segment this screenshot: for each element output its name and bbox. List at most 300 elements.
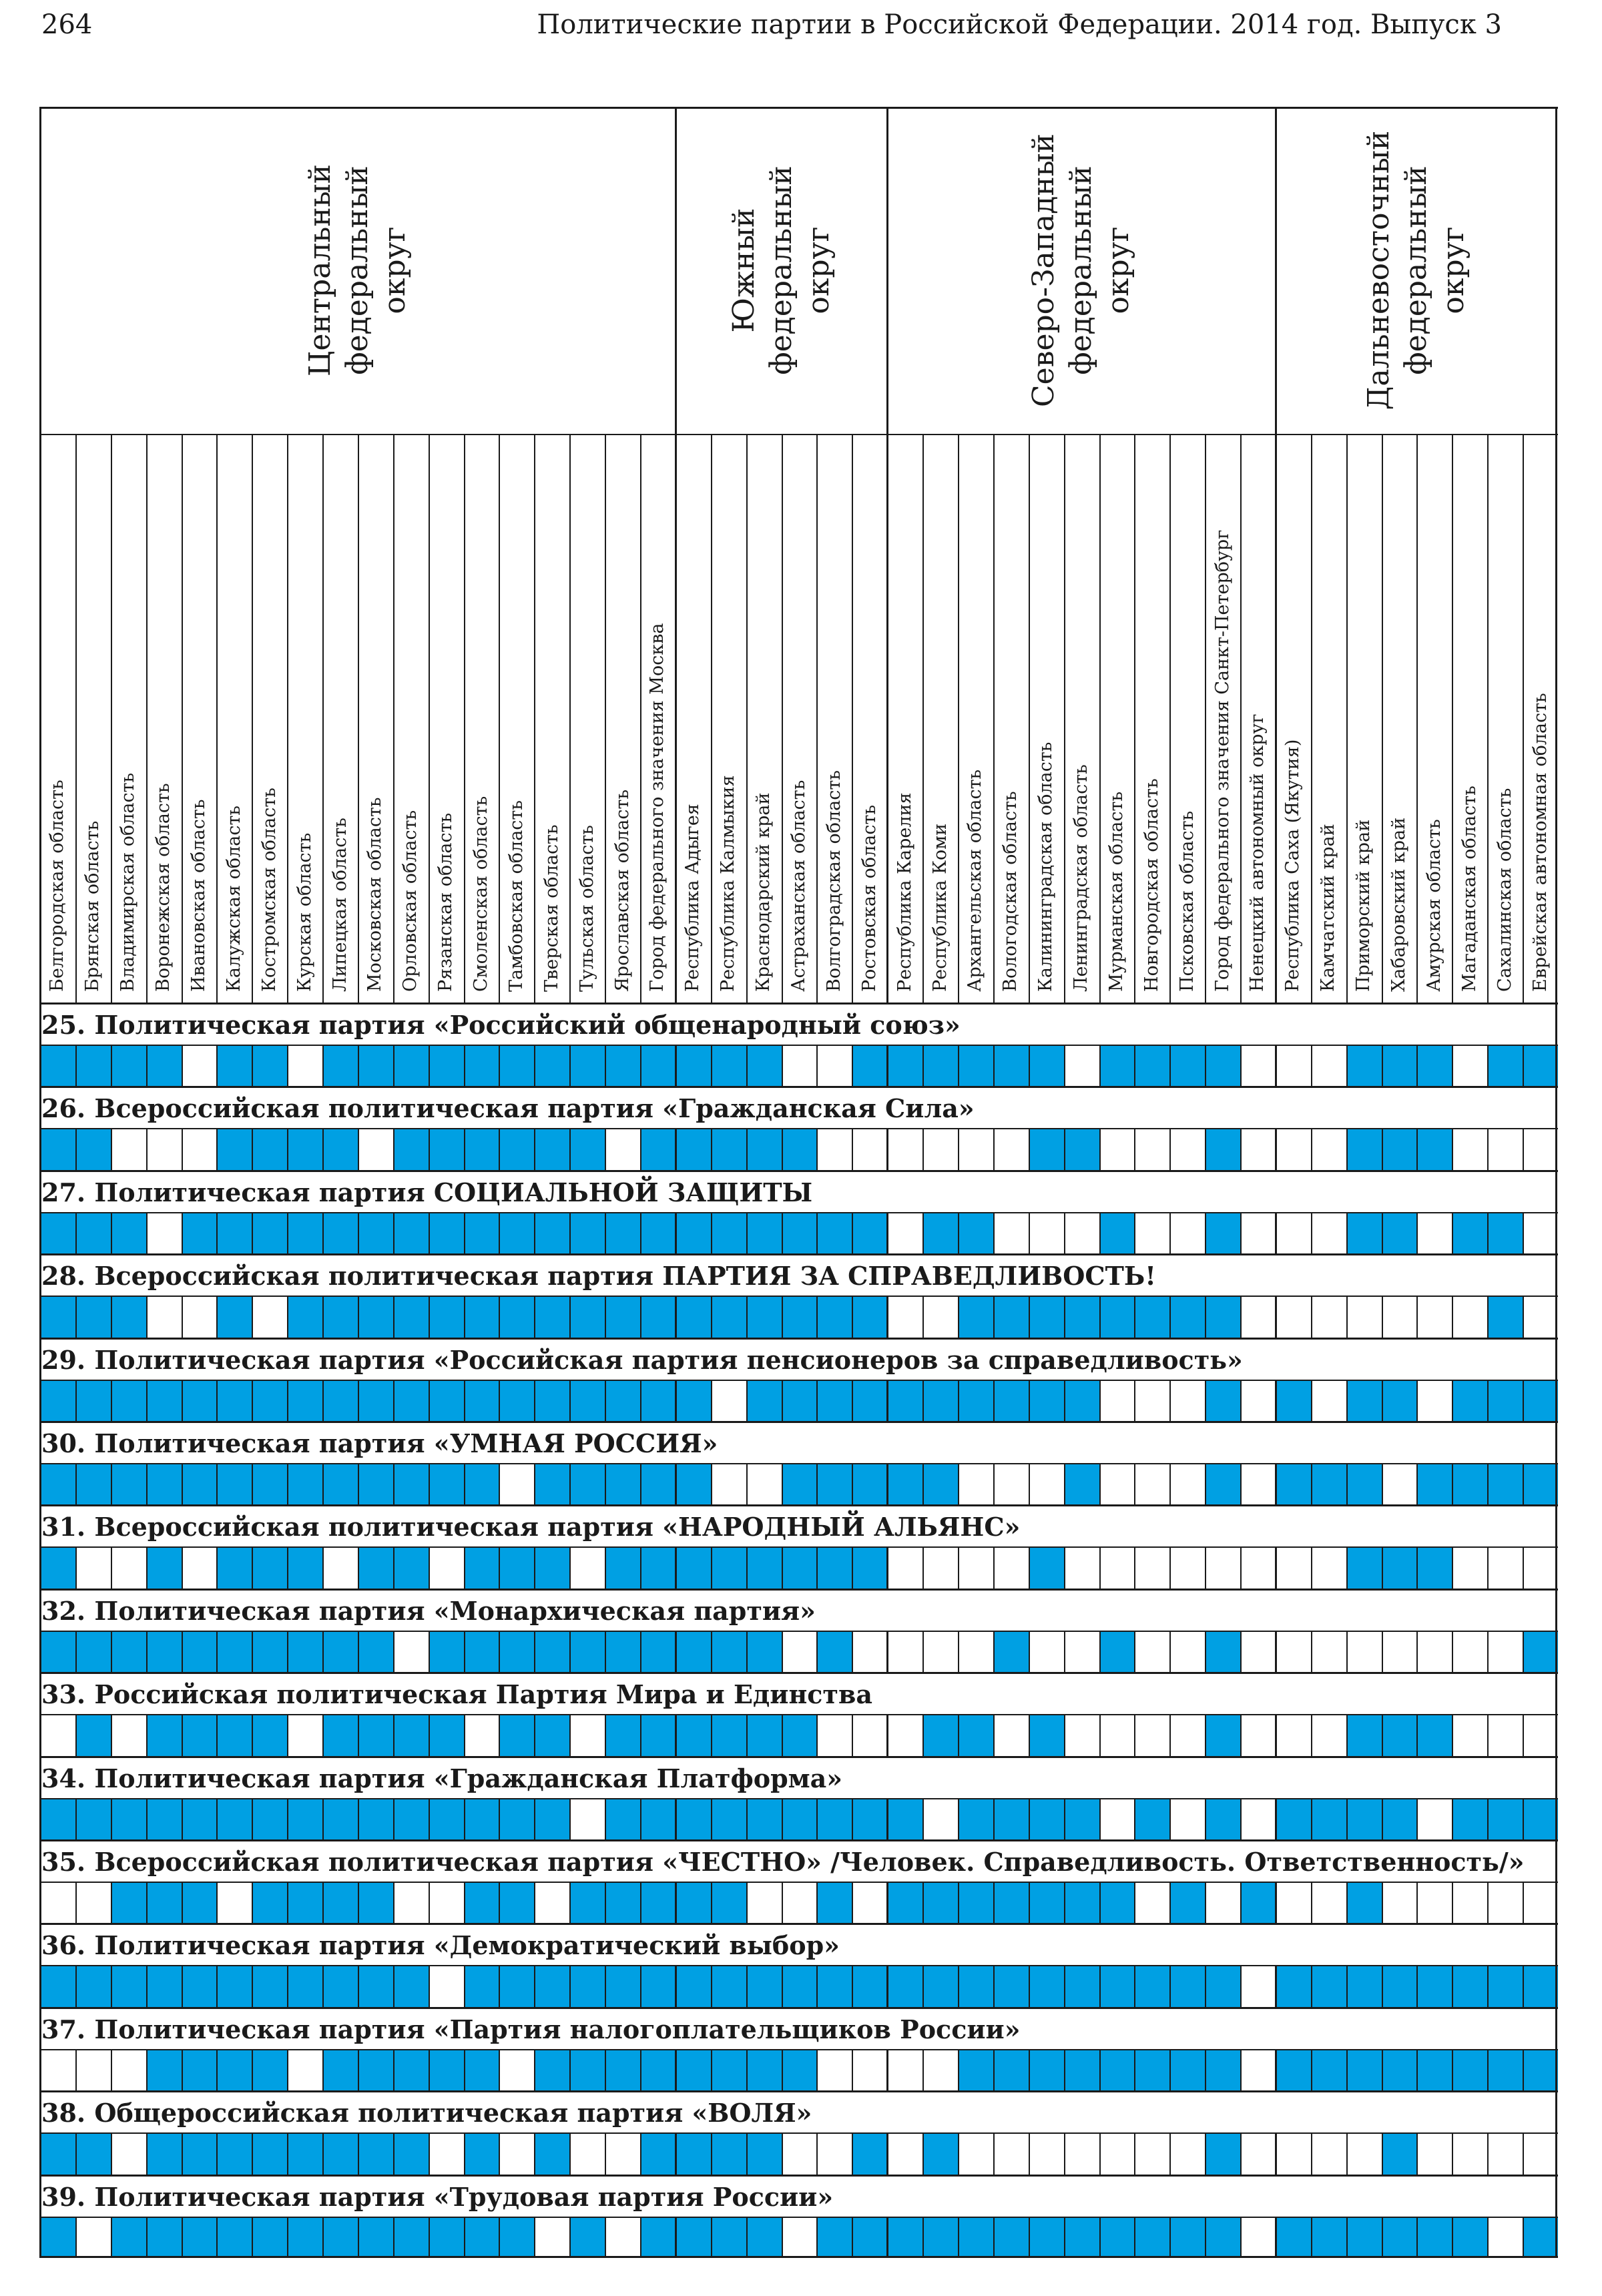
region-column-line [816,1380,818,1421]
region-column-line [1029,1631,1030,1672]
region-column-line [640,1631,641,1672]
region-column-line [1346,434,1348,1002]
region-column-line [75,2049,77,2090]
filled-cell [75,2132,111,2174]
region-column-line [499,1296,500,1337]
district-column-line [886,1631,888,1672]
region-column-line [1205,2049,1206,2090]
district-column-line [675,107,677,434]
filled-cell [1169,2217,1205,2258]
filled-cell [1346,1380,1382,1421]
cell-row-top-line [40,1798,1558,1799]
region-column-line [1382,1798,1383,1839]
filled-cell [287,1128,322,1169]
region-column-line [111,1128,112,1169]
filled-cell [1311,2217,1346,2258]
region-column-line [499,1714,500,1755]
region-column-line [358,1463,359,1504]
region-column-line [1382,1380,1383,1421]
region-column-line [182,1463,183,1504]
region-column-line [852,1463,853,1504]
region-column-line [1134,2132,1135,2174]
filled-cell [322,1714,358,1755]
filled-cell [958,1380,993,1421]
filled-cell [287,2132,322,2174]
region-column-line [958,1296,959,1337]
filled-cell [640,1882,676,1923]
region-column-line [1311,1380,1312,1421]
region-label: Липецкая область [329,818,350,992]
region-column-line [782,1798,783,1839]
region-column-line [216,1714,218,1755]
region-column-line [569,1798,571,1839]
filled-cell [534,1714,569,1755]
filled-cell [358,2217,393,2258]
filled-cell [782,1965,817,2006]
filled-cell [393,2132,429,2174]
filled-cell [711,2132,746,2174]
filled-cell [287,1882,322,1923]
region-column-line [216,1380,218,1421]
region-column-line [182,1714,183,1755]
filled-cell [216,2217,252,2258]
region-column-line [711,2049,712,2090]
filled-cell [746,1965,782,2006]
district-column-line [675,1128,677,1169]
filled-cell [746,1380,782,1421]
filled-cell [322,1882,358,1923]
filled-cell [569,1212,605,1253]
region-column-line [322,1882,324,1923]
filled-cell [1064,1296,1099,1337]
region-column-line [1064,1631,1065,1672]
filled-cell [358,1965,393,2006]
district-column-line [675,1045,677,1086]
region-column-line [1099,1463,1101,1504]
region-column-line [640,1798,641,1839]
region-column-line [852,2132,853,2174]
filled-cell [1099,1296,1135,1337]
region-column-line [782,1463,783,1504]
filled-cell [569,1296,605,1337]
filled-cell [1099,1045,1135,1086]
region-column-line [393,1798,394,1839]
region-column-line [1452,1463,1453,1504]
region-column-line [1029,1380,1030,1421]
region-column-line [322,2132,324,2174]
region-column-line [252,1212,253,1253]
region-column-line [1523,1463,1524,1504]
region-column-line [1382,1631,1383,1672]
filled-cell [711,1128,746,1169]
region-column-line [1487,1212,1489,1253]
filled-cell [429,2217,464,2258]
region-column-line [111,2217,112,2258]
region-column-line [1134,1631,1135,1672]
filled-cell [216,1714,252,1755]
region-column-line [464,434,465,1002]
filled-cell [287,1798,322,1839]
region-column-line [1346,1128,1348,1169]
filled-cell [1452,2217,1487,2258]
row-separator-line [40,2175,1558,2177]
region-column-line [146,1882,148,1923]
region-column-line [1311,434,1312,1002]
region-column-line [429,1546,430,1588]
filled-cell [922,1463,958,1504]
region-column-line [746,1631,748,1672]
region-column-line [922,2049,924,2090]
filled-cell [40,2132,75,2174]
region-column-line [429,1128,430,1169]
filled-cell [182,1212,217,1253]
region-column-line [816,1463,818,1504]
region-column-line [429,1714,430,1755]
region-column-line [1205,1045,1206,1086]
region-column-line [569,434,571,1002]
filled-cell [216,1798,252,1839]
region-column-line [993,1965,995,2006]
filled-cell [322,1380,358,1421]
filled-cell [216,2049,252,2090]
filled-cell [676,1631,711,1672]
filled-cell [1029,2217,1064,2258]
region-column-line [993,1463,995,1504]
region-column-line [1169,1882,1171,1923]
region-column-line [1134,1882,1135,1923]
region-column-line [640,1882,641,1923]
region-label: Калининградская область [1035,742,1057,992]
region-column-line [287,2049,288,2090]
region-column-line [393,1714,394,1755]
region-column-line [1169,1965,1171,2006]
filled-cell [640,1714,676,1755]
region-label: Ярославская область [611,789,633,992]
filled-cell [75,1296,111,1337]
filled-cell [534,1045,569,1086]
filled-cell [1346,1882,1382,1923]
region-column-line [1382,1714,1383,1755]
filled-cell [464,1631,499,1672]
region-column-line [252,2049,253,2090]
filled-cell [605,1546,640,1588]
filled-cell [993,1882,1029,1923]
region-column-line [182,2049,183,2090]
filled-cell [358,1882,393,1923]
region-column-line [1169,434,1171,1002]
filled-cell [252,1798,287,1839]
region-column-line [252,1882,253,1923]
filled-cell [216,1546,252,1588]
filled-cell [146,1045,182,1086]
filled-cell [75,1128,111,1169]
filled-cell [1029,1045,1064,1086]
region-column-line [1240,1296,1242,1337]
filled-cell [1346,1212,1382,1253]
region-column-line [534,1045,535,1086]
district-column-line [886,1296,888,1337]
region-column-line [216,1882,218,1923]
region-column-line [1064,1380,1065,1421]
filled-cell [1029,2049,1064,2090]
filled-cell [216,2132,252,2174]
region-column-line [1487,1631,1489,1672]
region-column-line [1487,1714,1489,1755]
region-column-line [958,1631,959,1672]
region-column-line [252,1128,253,1169]
region-column-line [1382,1296,1383,1337]
region-column-line [1205,1546,1206,1588]
filled-cell [146,1714,182,1755]
region-column-line [1416,1882,1418,1923]
region-column-line [75,1546,77,1588]
filled-cell [252,1714,287,1755]
region-column-line [182,1128,183,1169]
filled-cell [393,1380,429,1421]
region-column-line [1134,1296,1135,1337]
region-column-line [393,434,394,1002]
filled-cell [182,1380,217,1421]
district-column-line [1275,1128,1277,1169]
filled-cell [1134,1798,1169,1839]
party-title: 38. Общероссийская политическая партия «ВОЛЯ» [41,2098,812,2128]
district-column-line [1555,107,1557,2258]
filled-cell [1452,1965,1487,2006]
filled-cell [464,1380,499,1421]
district-label-line: Дальневосточный [1362,130,1396,410]
region-column-line [182,1546,183,1588]
region-column-line [746,2132,748,2174]
region-column-line [393,1965,394,2006]
region-column-line [358,1965,359,2006]
region-column-line [605,434,606,1002]
region-column-line [1240,434,1242,1002]
region-column-line [993,2217,995,2258]
filled-cell [816,1380,852,1421]
filled-cell [464,1045,499,1086]
cell-row-top-line [40,1212,1558,1213]
region-column-line [782,2217,783,2258]
filled-cell [816,1965,852,2006]
filled-cell [711,1212,746,1253]
region-column-line [75,1798,77,1839]
region-column-line [569,1212,571,1253]
filled-cell [958,1798,993,1839]
region-column-line [464,2132,465,2174]
region-label: Курская область [294,832,315,992]
filled-cell [1099,1631,1135,1672]
region-column-line [499,1546,500,1588]
region-column-line [1346,1714,1348,1755]
district-column-line [886,1965,888,2006]
filled-cell [958,1965,993,2006]
region-column-line [1029,2217,1030,2258]
district-label-line: федеральный [340,166,374,375]
region-column-line [146,1296,148,1337]
region-column-line [1523,1045,1524,1086]
region-label: Воронежская область [153,783,174,992]
region-column-line [429,1965,430,2006]
region-column-line [1452,1380,1453,1421]
region-column-line [287,1045,288,1086]
region-column-line [816,1128,818,1169]
filled-cell [852,1965,887,2006]
region-column-line [429,2217,430,2258]
region-column-line [499,1463,500,1504]
region-column-line [75,1463,77,1504]
region-column-line [146,2049,148,2090]
cell-row-top-line [40,1380,1558,1381]
region-column-line [569,1714,571,1755]
filled-cell [1523,2217,1558,2258]
filled-cell [287,1463,322,1504]
filled-cell [993,1296,1029,1337]
region-column-line [358,1882,359,1923]
region-column-line [1029,434,1030,1002]
region-column-line [252,1463,253,1504]
region-column-line [252,2217,253,2258]
filled-cell [816,1463,852,1504]
region-column-line [1205,1212,1206,1253]
region-column-line [711,1212,712,1253]
region-column-line [429,1631,430,1672]
region-column-line [111,434,112,1002]
filled-cell [1416,1128,1452,1169]
region-label: Магаданская область [1458,786,1480,992]
region-column-line [1452,1212,1453,1253]
district-label-line: округ [377,226,412,314]
region-column-line [182,1798,183,1839]
region-column-line [1099,1546,1101,1588]
region-column-line [534,1296,535,1337]
row-separator-line [40,2007,1558,2009]
region-column-line [1240,1463,1242,1504]
region-label: Республика Коми [929,823,951,992]
filled-cell [1382,2132,1417,2174]
filled-cell [1382,1965,1417,2006]
region-column-line [958,434,959,1002]
region-column-line [429,434,430,1002]
region-column-line [746,1128,748,1169]
filled-cell [499,1045,534,1086]
filled-cell [852,1212,887,1253]
filled-cell [1134,2049,1169,2090]
filled-cell [216,1212,252,1253]
filled-cell [111,1380,146,1421]
region-column-line [111,1045,112,1086]
district-column-line [1275,1631,1277,1672]
district-column-line [1275,1882,1277,1923]
region-column-line [1452,434,1453,1002]
region-column-line [711,1631,712,1672]
region-column-line [816,1296,818,1337]
region-column-line [1487,1546,1489,1588]
region-column-line [111,1714,112,1755]
region-column-line [1205,1882,1206,1923]
region-column-line [111,1212,112,1253]
filled-cell [782,1380,817,1421]
region-label: Краснодарский край [753,792,774,992]
region-column-line [1416,2132,1418,2174]
district-column-line [1275,1714,1277,1755]
filled-cell [1205,2049,1240,2090]
region-column-line [534,2217,535,2258]
filled-cell [1276,1463,1311,1504]
filled-cell [322,2132,358,2174]
filled-cell [640,1212,676,1253]
region-column-line [1240,1380,1242,1421]
filled-cell [287,1212,322,1253]
region-column-line [922,2132,924,2174]
region-column-line [1064,2049,1065,2090]
region-column-line [958,1714,959,1755]
district-column-line [1275,1965,1277,2006]
filled-cell [852,1296,887,1337]
region-column-line [1487,1128,1489,1169]
region-column-line [816,2217,818,2258]
filled-cell [1311,1798,1346,1839]
filled-cell [464,1296,499,1337]
filled-cell [605,1965,640,2006]
row-separator-line [40,1839,1558,1841]
region-column-line [287,1380,288,1421]
district-column-line [675,1882,677,1923]
region-column-line [958,2132,959,2174]
filled-cell [40,1965,75,2006]
district-column-line [886,434,888,1002]
filled-cell [746,1045,782,1086]
region-column-line [922,1463,924,1504]
district-label [1025,133,1137,407]
district-column-line [886,1045,888,1086]
region-label: Московская область [364,797,386,992]
filled-cell [75,1714,111,1755]
filled-cell [1487,1045,1523,1086]
region-column-line [782,434,783,1002]
region-column-line [852,1380,853,1421]
region-column-line [146,1546,148,1588]
region-column-line [922,1045,924,1086]
region-column-line [711,2132,712,2174]
region-column-line [182,2132,183,2174]
district-label-line: округ [801,226,836,314]
table-border-top [40,107,1558,109]
region-column-line [1416,1212,1418,1253]
region-label: Город федерального значения Санкт-Петербург [1212,529,1233,992]
region-column-line [852,1212,853,1253]
region-column-line [1134,1714,1135,1755]
filled-cell [569,1965,605,2006]
filled-cell [816,1798,852,1839]
region-column-line [1311,1965,1312,2006]
region-column-line [746,1463,748,1504]
filled-cell [1134,1296,1169,1337]
district-column-line [1275,2049,1277,2090]
filled-cell [993,1045,1029,1086]
district-column-line [886,1882,888,1923]
region-column-line [252,1045,253,1086]
region-column-line [287,1296,288,1337]
region-column-line [393,1631,394,1672]
filled-cell [534,2132,569,2174]
region-column-line [1099,1296,1101,1337]
district-column-line [886,2132,888,2174]
region-column-line [711,1045,712,1086]
region-column-line [464,1380,465,1421]
filled-cell [958,2049,993,2090]
district-column-line [675,1296,677,1337]
region-column-line [993,1798,995,1839]
